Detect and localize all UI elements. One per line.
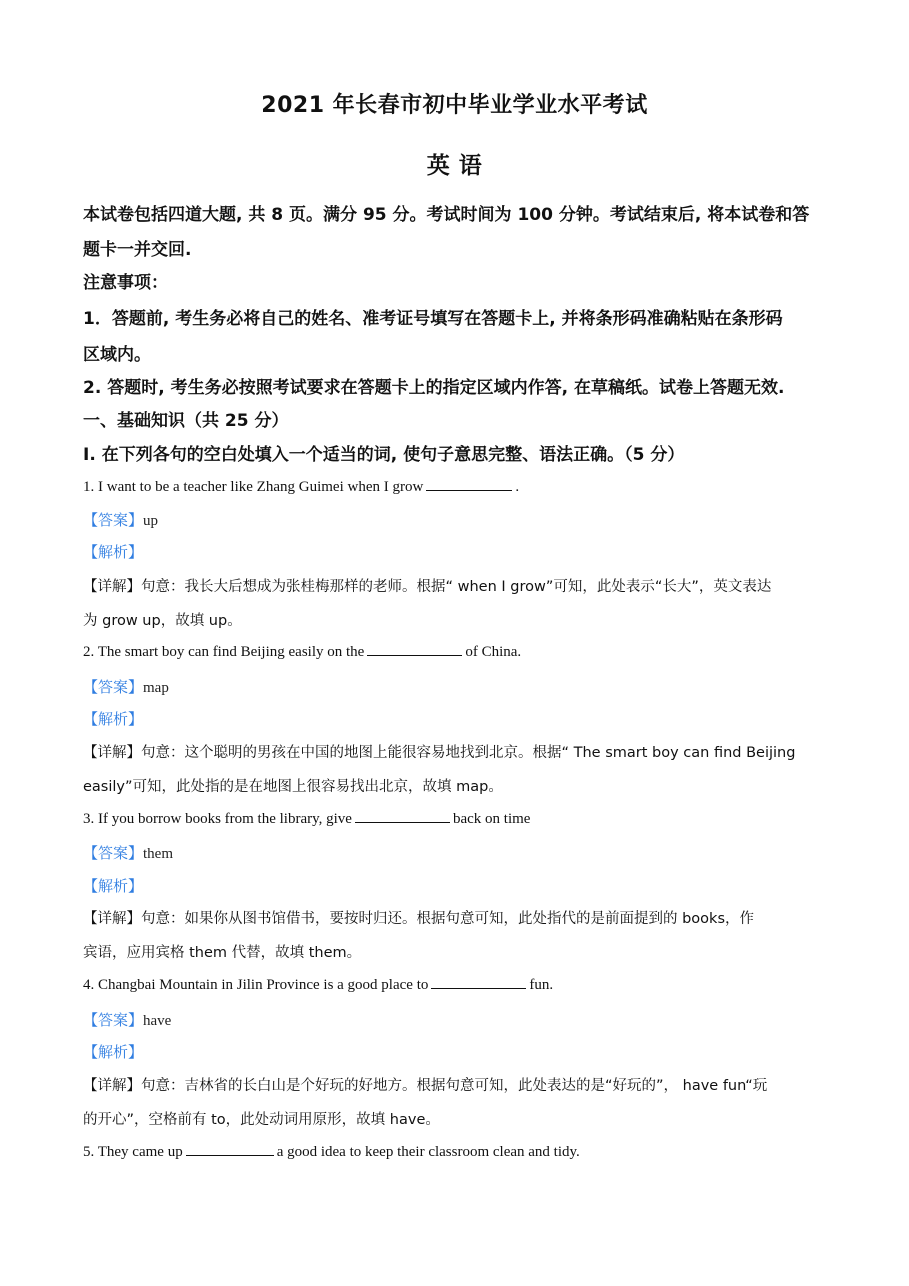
question-4-tail: fun. [529,977,554,993]
exam-title: 2021 年长春市初中毕业学业水平考试 [261,93,648,118]
question-2 [83,643,833,661]
detail-2a: 【详解】句意：这个聪明的男孩在中国的地图上能很容易地找到北京。根据“ The smart boy can find Beijing [83,745,796,761]
detail-4b: 的开心”，空格前有 to，此处动词用原形，故填 have。 [83,1112,440,1128]
answer-value: have [143,1013,172,1029]
answer-3 [83,842,833,863]
notice-title: 注意事项： [83,273,168,293]
question-5 [83,1143,833,1161]
answer-tag: 【答案】 [83,844,144,862]
analysis-tag-4: 【解析】 [83,1043,144,1061]
answer-tag: 【答案】 [83,678,144,696]
notice-1a: 1．答题前, 考生务必将自己的姓名、准考证号填写在答题卡上, 并将条形码准确粘贴在条形码 [83,309,783,329]
question-5-text: 5. They came up [83,1144,183,1160]
answer-blank [426,478,512,491]
answer-blank [431,976,526,989]
answer-tag: 【答案】 [83,1011,144,1029]
question-3-tail: back on time [452,811,531,827]
detail-2b: easily”可知，此处指的是在地图上很容易找出北京，故填 map。 [83,779,503,795]
answer-1 [83,509,833,530]
question-1 [83,478,833,496]
question-1-tail: . [515,479,520,495]
notice-2: 2. 答题时, 考生务必按照考试要求在答题卡上的指定区域内作答, 在草稿纸。试卷上答题无效. [83,378,785,398]
detail-1a: 【详解】句意：我长大后想成为张桂梅那样的老师。根据“ when I grow”可知，此处表示“长大”，英文表达 [83,579,772,595]
detail-3a: 【详解】句意：如果你从图书馆借书，要按时归还。根据句意可知，此处指代的是前面提到的 books，作 [83,911,755,927]
answer-value: map [143,680,169,696]
subject-title: 英 语 [426,153,483,179]
answer-2 [83,676,833,697]
question-4-text: 4. Changbai Mountain in Jilin Province is a good place to [83,977,429,993]
answer-4 [83,1009,833,1030]
intro-line-2: 题卡一并交回. [83,240,192,260]
question-4 [83,976,833,994]
answer-blank [355,810,450,823]
detail-1b: 为 grow up，故填 up。 [83,613,242,629]
question-3 [83,810,833,828]
detail-3b: 宾语，应用宾格 them 代替，故填 them。 [83,945,362,961]
analysis-tag-1: 【解析】 [83,543,144,561]
intro-line-1: 本试卷包括四道大题, 共 8 页。满分 95 分。考试时间为 100 分钟。考试结束后, 将本试卷和答 [83,205,810,225]
question-3-text: 3. If you borrow books from the library, give [83,811,352,827]
detail-4a: 【详解】句意：吉林省的长白山是个好玩的好地方。根据句意可知，此处表达的是“好玩的”， have fun“玩 [83,1078,768,1094]
answer-blank [367,643,462,656]
analysis-tag-2: 【解析】 [83,710,144,728]
part-title: I. 在下列各句的空白处填入一个适当的词, 使句子意思完整、语法正确。（5 分） [83,445,685,465]
question-1-text: 1. I want to be a teacher like Zhang Guimei when I grow [83,479,424,495]
answer-blank [186,1143,274,1156]
answer-tag: 【答案】 [83,511,144,529]
answer-value: up [143,513,159,529]
question-5-tail: a good idea to keep their classroom clean and tidy. [276,1144,580,1160]
analysis-tag-3: 【解析】 [83,877,144,895]
answer-value: them [143,846,174,862]
question-2-text: 2. The smart boy can find Beijing easily on the [83,644,365,660]
question-2-tail: of China. [465,644,522,660]
notice-1b: 区域内。 [83,345,151,365]
section-title: 一、基础知识（共 25 分） [83,411,289,431]
